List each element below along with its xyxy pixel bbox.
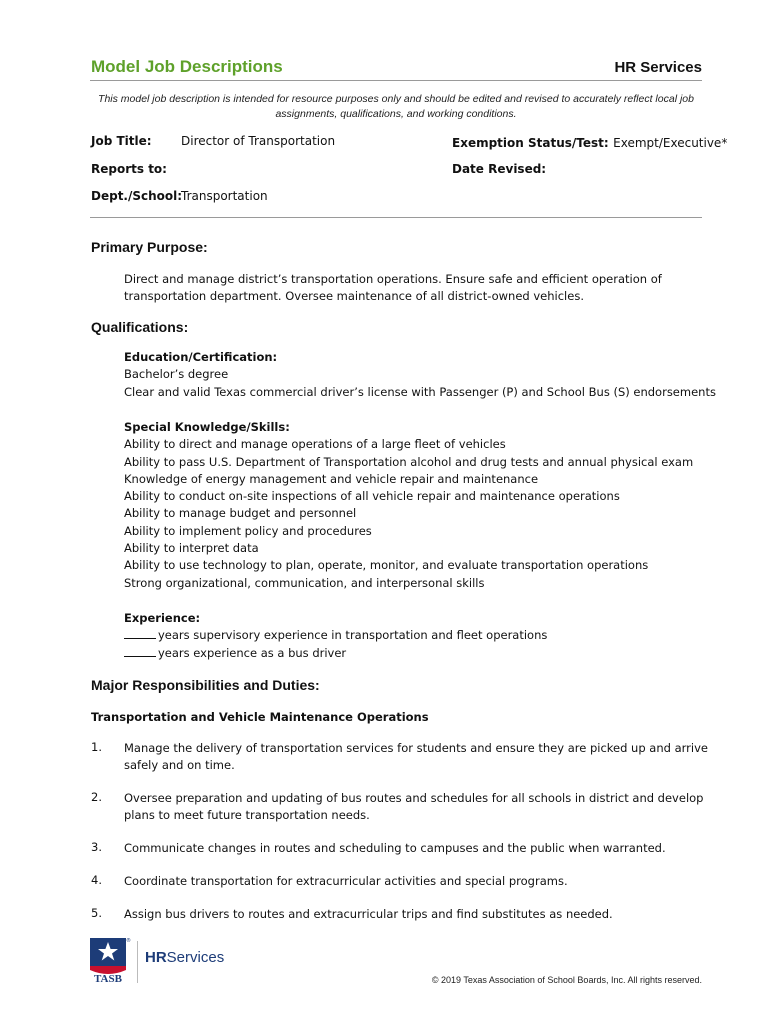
primary-purpose-line: transportation department. Oversee maintenance of all district-owned vehicles. — [124, 289, 584, 304]
experience-heading: Experience: — [124, 611, 201, 625]
job-title-value: Director of Transportation — [181, 134, 336, 148]
qualifications-heading: Qualifications: — [91, 319, 189, 335]
meta-rule — [90, 217, 702, 218]
disclaimer-text: This model job description is intended for resource purposes only and should be edited and revised to accurately reflect local job assignments, qualifications, and working conditions. — [98, 93, 694, 120]
skill-item: Ability to pass U.S. Department of Transportation alcohol and drug tests and annual physical exam — [124, 454, 694, 469]
header-rule — [90, 80, 702, 81]
date-revised-label: Date Revised: — [452, 162, 547, 176]
experience-item: years supervisory experience in transportation and fleet operations — [124, 627, 547, 644]
duty-item: Communicate changes in routes and scheduling to campuses and the public when warranted. — [124, 841, 666, 855]
tasb-logo — [88, 936, 130, 984]
duty-number: 4. — [91, 873, 102, 887]
logo-divider — [137, 941, 138, 983]
header-hr-services: HR Services — [614, 59, 702, 76]
duty-item: Assign bus drivers to routes and extracurricular trips and find substitutes as needed. — [124, 907, 613, 921]
svg-text:®: ® — [126, 938, 131, 944]
skill-item: Ability to interpret data — [124, 541, 259, 556]
primary-purpose-heading: Primary Purpose: — [91, 239, 208, 255]
education-block — [124, 349, 716, 401]
skill-item: Ability to implement policy and procedures — [124, 523, 372, 538]
job-title-label: Job Title: — [91, 134, 152, 148]
dept-value: Transportation — [181, 189, 268, 203]
experience-item: years experience as a bus driver — [124, 645, 547, 662]
duty-number: 1. — [91, 740, 102, 754]
education-heading: Education/Certification: — [124, 350, 278, 364]
experience-block — [124, 610, 547, 662]
duties-heading: Major Responsibilities and Duties: — [91, 677, 320, 693]
education-item: Clear and valid Texas commercial driver’s license with Passenger (P) and School Bus (S) endorsements — [124, 384, 716, 399]
tasb-logo-icon — [88, 936, 130, 984]
primary-purpose-line: Direct and manage district’s transportation operations. Ensure safe and efficient operation of — [124, 272, 662, 286]
duty-number: 2. — [91, 790, 102, 804]
skills-block — [124, 419, 693, 592]
duty-item: Manage the delivery of transportation services for students and ensure they are picked up and arrive safely and on time. — [124, 741, 708, 773]
dept-label: Dept./School: — [91, 189, 183, 203]
skill-item: Knowledge of energy management and vehicle repair and maintenance — [124, 471, 539, 486]
duty-item: Oversee preparation and updating of bus routes and schedules for all schools in district and develop plans to meet future transportation needs. — [124, 791, 704, 823]
duty-number: 3. — [91, 840, 102, 854]
duty-number: 5. — [91, 906, 102, 920]
hr-services-logo: HRServices — [145, 949, 225, 966]
years-blank — [124, 645, 156, 657]
years-blank — [124, 627, 156, 639]
education-item: Bachelor’s degree — [124, 367, 229, 382]
duties-subheading: Transportation and Vehicle Maintenance Operations — [91, 710, 429, 724]
document-title: Model Job Descriptions — [91, 57, 283, 76]
skill-item: Ability to direct and manage operations of a large fleet of vehicles — [124, 437, 506, 452]
exemption-value: Exempt/Executive* — [613, 136, 728, 150]
exemption-field — [452, 134, 727, 152]
reports-to-label: Reports to: — [91, 162, 167, 176]
skill-item: Ability to use technology to plan, operate, monitor, and evaluate transportation operations — [124, 558, 649, 573]
skill-item: Strong organizational, communication, and interpersonal skills — [124, 575, 485, 590]
copyright-text: © 2019 Texas Association of School Boards, Inc. All rights reserved. — [431, 975, 702, 985]
exemption-label: Exemption Status/Test: — [452, 136, 609, 150]
skill-item: Ability to conduct on-site inspections of all vehicle repair and maintenance operations — [124, 489, 620, 504]
skills-heading: Special Knowledge/Skills: — [124, 420, 290, 434]
primary-purpose-text — [124, 271, 662, 306]
duty-item: Coordinate transportation for extracurricular activities and special programs. — [124, 874, 568, 888]
skill-item: Ability to manage budget and personnel — [124, 506, 357, 521]
tasb-logo-text: TASB — [94, 973, 122, 985]
